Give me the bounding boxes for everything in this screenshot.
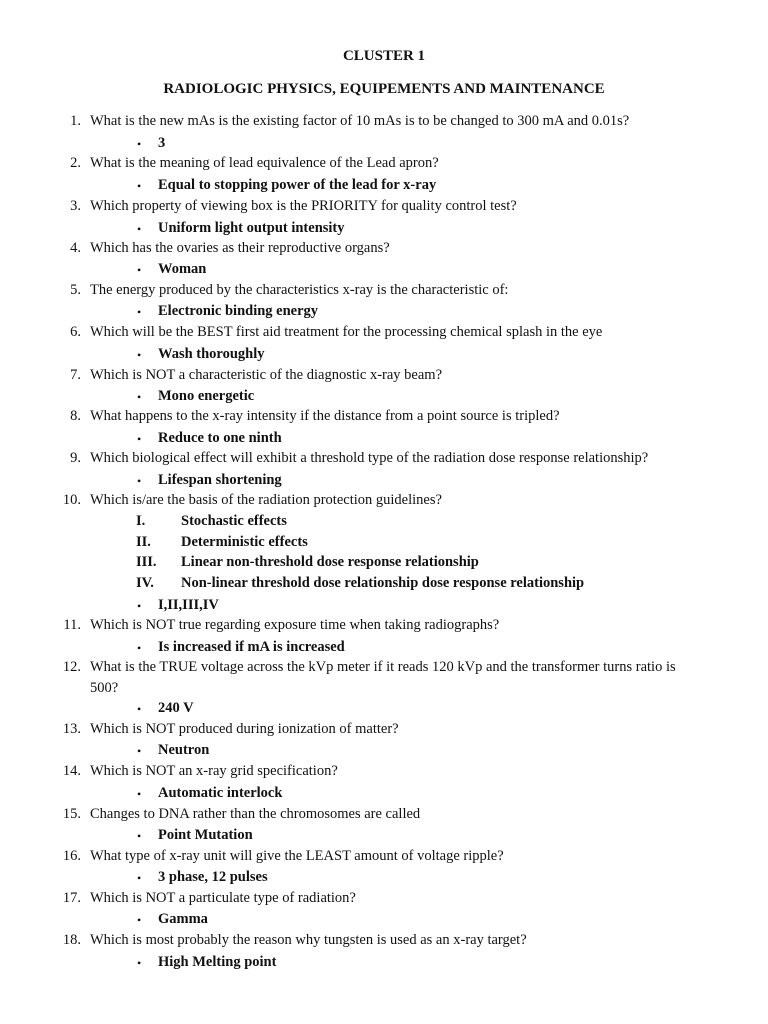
question-number: 15.	[62, 806, 81, 822]
question-number: 2.	[70, 155, 81, 171]
question-number: 7.	[70, 367, 81, 383]
question-number: 11.	[63, 617, 81, 633]
answer-text: Equal to stopping power of the lead for x-ray	[158, 177, 437, 193]
bullet-icon: •	[137, 829, 142, 843]
question-number: 3.	[70, 198, 81, 214]
document-title: CLUSTER 1	[342, 48, 426, 64]
question-number: 14.	[62, 763, 81, 779]
bullet-icon: •	[137, 702, 142, 716]
roman-option-text: Non-linear threshold dose relationship dose response relationship	[181, 575, 585, 591]
question-number: 17.	[62, 890, 81, 906]
question-text: Which will be the BEST first aid treatment for the processing chemical splash in the eye	[90, 324, 603, 340]
bullet-icon: •	[137, 390, 142, 404]
bullet-icon: •	[137, 179, 142, 193]
bullet-icon: •	[137, 641, 142, 655]
question-text: What is the meaning of lead equivalence of the Lead apron?	[90, 155, 439, 171]
question-text: Which is NOT an x-ray grid specification?	[90, 763, 338, 779]
roman-numeral: IV.	[136, 575, 154, 591]
question-number: 13.	[62, 721, 81, 737]
question-text: Which has the ovaries as their reproductive organs?	[90, 240, 390, 256]
question-text-line2: 500?	[90, 680, 119, 696]
question-text: Which is NOT a particulate type of radiation?	[90, 890, 356, 906]
answer-text: Woman	[158, 261, 207, 277]
answer-text: Neutron	[158, 742, 210, 758]
roman-numeral: III.	[136, 554, 157, 570]
bullet-icon: •	[137, 956, 142, 970]
question-text: Which is most probably the reason why tungsten is used as an x-ray target?	[90, 932, 527, 948]
bullet-icon: •	[137, 871, 142, 885]
question-number: 12.	[62, 659, 81, 675]
bullet-icon: •	[137, 222, 142, 236]
question-text: Which is/are the basis of the radiation protection guidelines?	[90, 492, 442, 508]
document-subtitle: RADIOLOGIC PHYSICS, EQUIPEMENTS AND MAINTENANCE	[163, 81, 605, 97]
question-text: The energy produced by the characteristics x-ray is the characteristic of:	[90, 282, 509, 298]
answer-text: Wash thoroughly	[158, 346, 265, 362]
answer-text: I,II,III,IV	[158, 597, 219, 613]
question-text: Which property of viewing box is the PRIORITY for quality control test?	[90, 198, 517, 214]
bullet-icon: •	[137, 787, 142, 801]
answer-text: Gamma	[158, 911, 208, 927]
answer-text: High Melting point	[158, 954, 277, 970]
answer-text: Uniform light output intensity	[158, 220, 345, 236]
answer-text: Automatic interlock	[158, 785, 283, 801]
bullet-icon: •	[137, 599, 142, 613]
answer-text: Reduce to one ninth	[158, 430, 282, 446]
question-number: 5.	[70, 282, 81, 298]
bullet-icon: •	[137, 432, 142, 446]
bullet-icon: •	[137, 913, 142, 927]
question-text: What happens to the x-ray intensity if the distance from a point source is tripled?	[90, 408, 560, 424]
question-number: 9.	[70, 450, 81, 466]
question-text: What is the new mAs is the existing factor of 10 mAs is to be changed to 300 mA and 0.01s?	[90, 113, 630, 129]
question-number: 1.	[70, 113, 81, 129]
question-number: 10.	[62, 492, 81, 508]
bullet-icon: •	[137, 305, 142, 319]
bullet-icon: •	[137, 263, 142, 277]
question-number: 16.	[62, 848, 81, 864]
answer-text: 240 V	[158, 700, 194, 716]
answer-text: Point Mutation	[158, 827, 253, 843]
roman-option-text: Deterministic effects	[181, 534, 308, 550]
question-text: Which is NOT produced during ionization of matter?	[90, 721, 399, 737]
bullet-icon: •	[137, 744, 142, 758]
roman-numeral: I.	[136, 513, 146, 529]
question-text: Changes to DNA rather than the chromosomes are called	[90, 806, 421, 822]
question-text: Which is NOT true regarding exposure time when taking radiographs?	[90, 617, 500, 633]
answer-text: 3	[158, 135, 166, 151]
question-number: 6.	[70, 324, 81, 340]
answer-text: Electronic binding energy	[158, 303, 319, 319]
answer-text: 3 phase, 12 pulses	[158, 869, 268, 885]
question-text: What type of x-ray unit will give the LEAST amount of voltage ripple?	[90, 848, 504, 864]
bullet-icon: •	[137, 137, 142, 151]
question-text: What is the TRUE voltage across the kVp meter if it reads 120 kVp and the transformer turns ratio is	[90, 659, 676, 675]
answer-text: Lifespan shortening	[158, 472, 282, 488]
question-number: 18.	[62, 932, 81, 948]
bullet-icon: •	[137, 348, 142, 362]
roman-numeral: II.	[136, 534, 151, 550]
answer-text: Mono energetic	[158, 388, 255, 404]
question-text: Which biological effect will exhibit a threshold type of the radiation dose response relationship?	[90, 450, 649, 466]
question-number: 8.	[70, 408, 81, 424]
bullet-icon: •	[137, 474, 142, 488]
question-text: Which is NOT a characteristic of the diagnostic x-ray beam?	[90, 367, 443, 383]
roman-option-text: Stochastic effects	[181, 513, 287, 529]
roman-option-text: Linear non-threshold dose response relationship	[181, 554, 479, 570]
answer-text: Is increased if mA is increased	[158, 639, 345, 655]
question-number: 4.	[70, 240, 81, 256]
